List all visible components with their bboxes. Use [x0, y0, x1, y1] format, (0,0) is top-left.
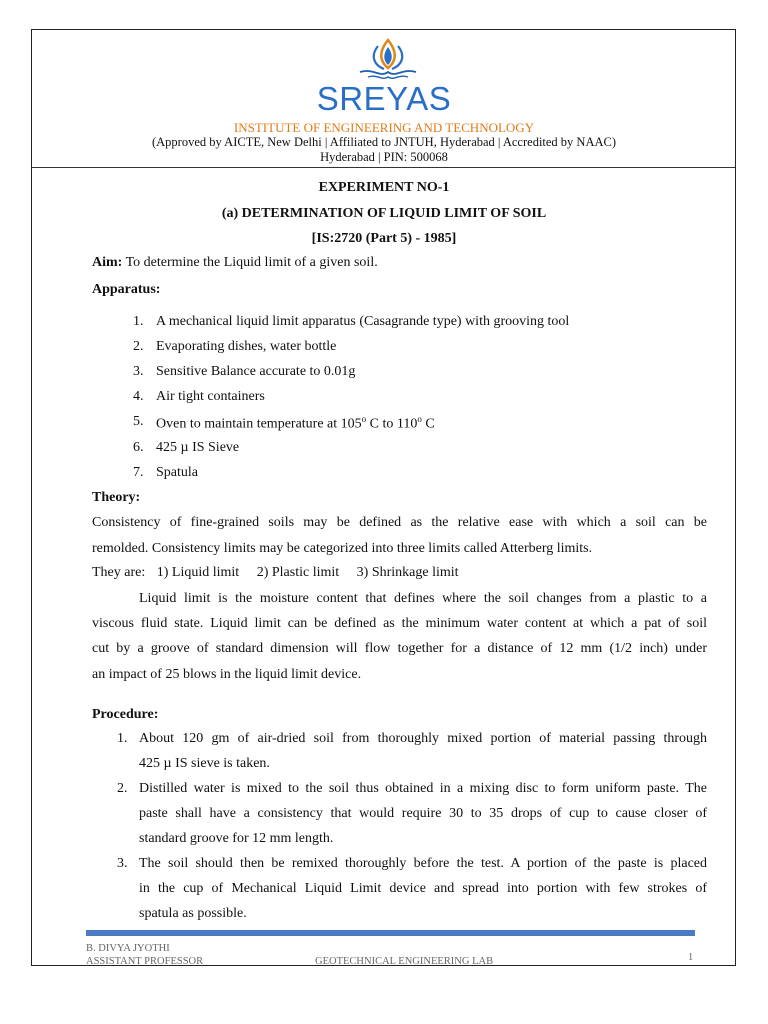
- apparatus-item-2-num: 2.: [133, 339, 144, 354]
- experiment-title: (a) DETERMINATION OF LIQUID LIMIT OF SOIL: [221, 206, 547, 221]
- apparatus-item-5: Oven to maintain temperature at 105$^o$ C to 110$^o$ C: [156, 414, 435, 432]
- theory-heading: Theory:: [92, 490, 141, 505]
- theory-p1-line2: remolded. Consistency limits may be categorized into three limits called Atterberg limits.: [92, 541, 593, 556]
- theory-p2-line1: Liquid limit is the moisture content that defines where the soil changes from a plastic to a: [139, 591, 707, 606]
- procedure-step-3-line1: The soil should then be remixed thoroughly before the test. A portion of the paste is placed: [139, 856, 707, 871]
- apparatus-item-4: Air tight containers: [156, 389, 265, 404]
- apparatus-heading: Apparatus:: [92, 282, 161, 297]
- experiment-standard: [IS:2720 (Part 5) - 1985]: [311, 231, 457, 246]
- apparatus-item-1: A mechanical liquid limit apparatus (Casagrande type) with grooving tool: [156, 314, 570, 329]
- apparatus-item-3: Sensitive Balance accurate to 0.01g: [156, 364, 356, 379]
- aim-text: To determine the Liquid limit of a given soil.: [125, 255, 378, 270]
- procedure-step-1-line2: 425 µ IS sieve is taken.: [139, 756, 270, 771]
- procedure-step-2-line1: Distilled water is mixed to the soil thus obtained in a mixing disc to form uniform paste. The: [139, 781, 707, 796]
- aim-label: Aim:: [92, 255, 123, 270]
- address-line: Hyderabad | PIN: 500068: [320, 150, 448, 164]
- apparatus-item-2: Evaporating dishes, water bottle: [156, 339, 337, 354]
- institute-name: INSTITUTE OF ENGINEERING AND TECHNOLOGY: [233, 120, 535, 135]
- apparatus-item-6-num: 6.: [133, 440, 144, 455]
- apparatus-item-7-num: 7.: [133, 465, 144, 480]
- apparatus-item-4-num: 4.: [133, 389, 144, 404]
- procedure-step-3-line2: in the cup of Mechanical Liquid Limit device and spread into portion with few strokes of: [139, 881, 707, 896]
- footer-role: ASSISTANT PROFESSOR: [86, 956, 204, 967]
- procedure-step-1-num: 1.: [117, 731, 128, 746]
- theory-p1-line1: Consistency of fine-grained soils may be defined as the relative ease with which a soil can be: [92, 515, 707, 530]
- apparatus-item-3-num: 3.: [133, 364, 144, 379]
- apparatus-item-6: 425 µ IS Sieve: [156, 440, 240, 455]
- apparatus-item-1-num: 1.: [133, 314, 144, 329]
- footer-bar: [86, 930, 695, 936]
- apparatus-item-7: Spatula: [156, 465, 198, 480]
- approval-line: (Approved by AICTE, New Delhi | Affiliated to JNTUH, Hyderabad | Accredited by NAAC): [151, 135, 617, 149]
- footer-page-number: 1: [688, 952, 694, 963]
- they-are-line: They are: 1) Liquid limit 2) Plastic limit 3) Shrinkage limit: [92, 565, 459, 580]
- procedure-step-1-line1: About 120 gm of air-dried soil from thoroughly mixed portion of material passing through: [139, 731, 707, 746]
- theory-p2-line4: an impact of 25 blows in the liquid limit device.: [92, 667, 362, 682]
- aim-line: [92, 256, 378, 270]
- header-divider: [32, 167, 735, 168]
- footer-lab: GEOTECHNICAL ENGINEERING LAB: [315, 956, 494, 967]
- brand-name: SREYAS: [316, 80, 452, 117]
- procedure-step-2-line3: standard groove for 12 mm length.: [139, 831, 334, 846]
- procedure-step-3-line3: spatula as possible.: [139, 906, 247, 921]
- procedure-step-3-num: 3.: [117, 856, 128, 871]
- experiment-number: EXPERIMENT NO-1: [318, 180, 450, 195]
- theory-p2-line2: viscous fluid state. Liquid limit can be defined as the minimum water content at which a pat of soil: [92, 616, 707, 631]
- procedure-step-2-line2: paste shall have a consistency that would require 30 to 35 drops of cup to cause closer of: [139, 806, 707, 821]
- procedure-heading: Procedure:: [92, 707, 159, 722]
- sreyas-flame-logo: [356, 38, 420, 82]
- theory-p2-line3: cut by a groove of standard dimension will flow together for a distance of 12 mm (1/2 inch) under: [92, 641, 707, 656]
- procedure-step-2-num: 2.: [117, 781, 128, 796]
- footer-author: B. DIVYA JYOTHI: [86, 943, 170, 954]
- apparatus-item-5-num: 5.: [133, 414, 144, 429]
